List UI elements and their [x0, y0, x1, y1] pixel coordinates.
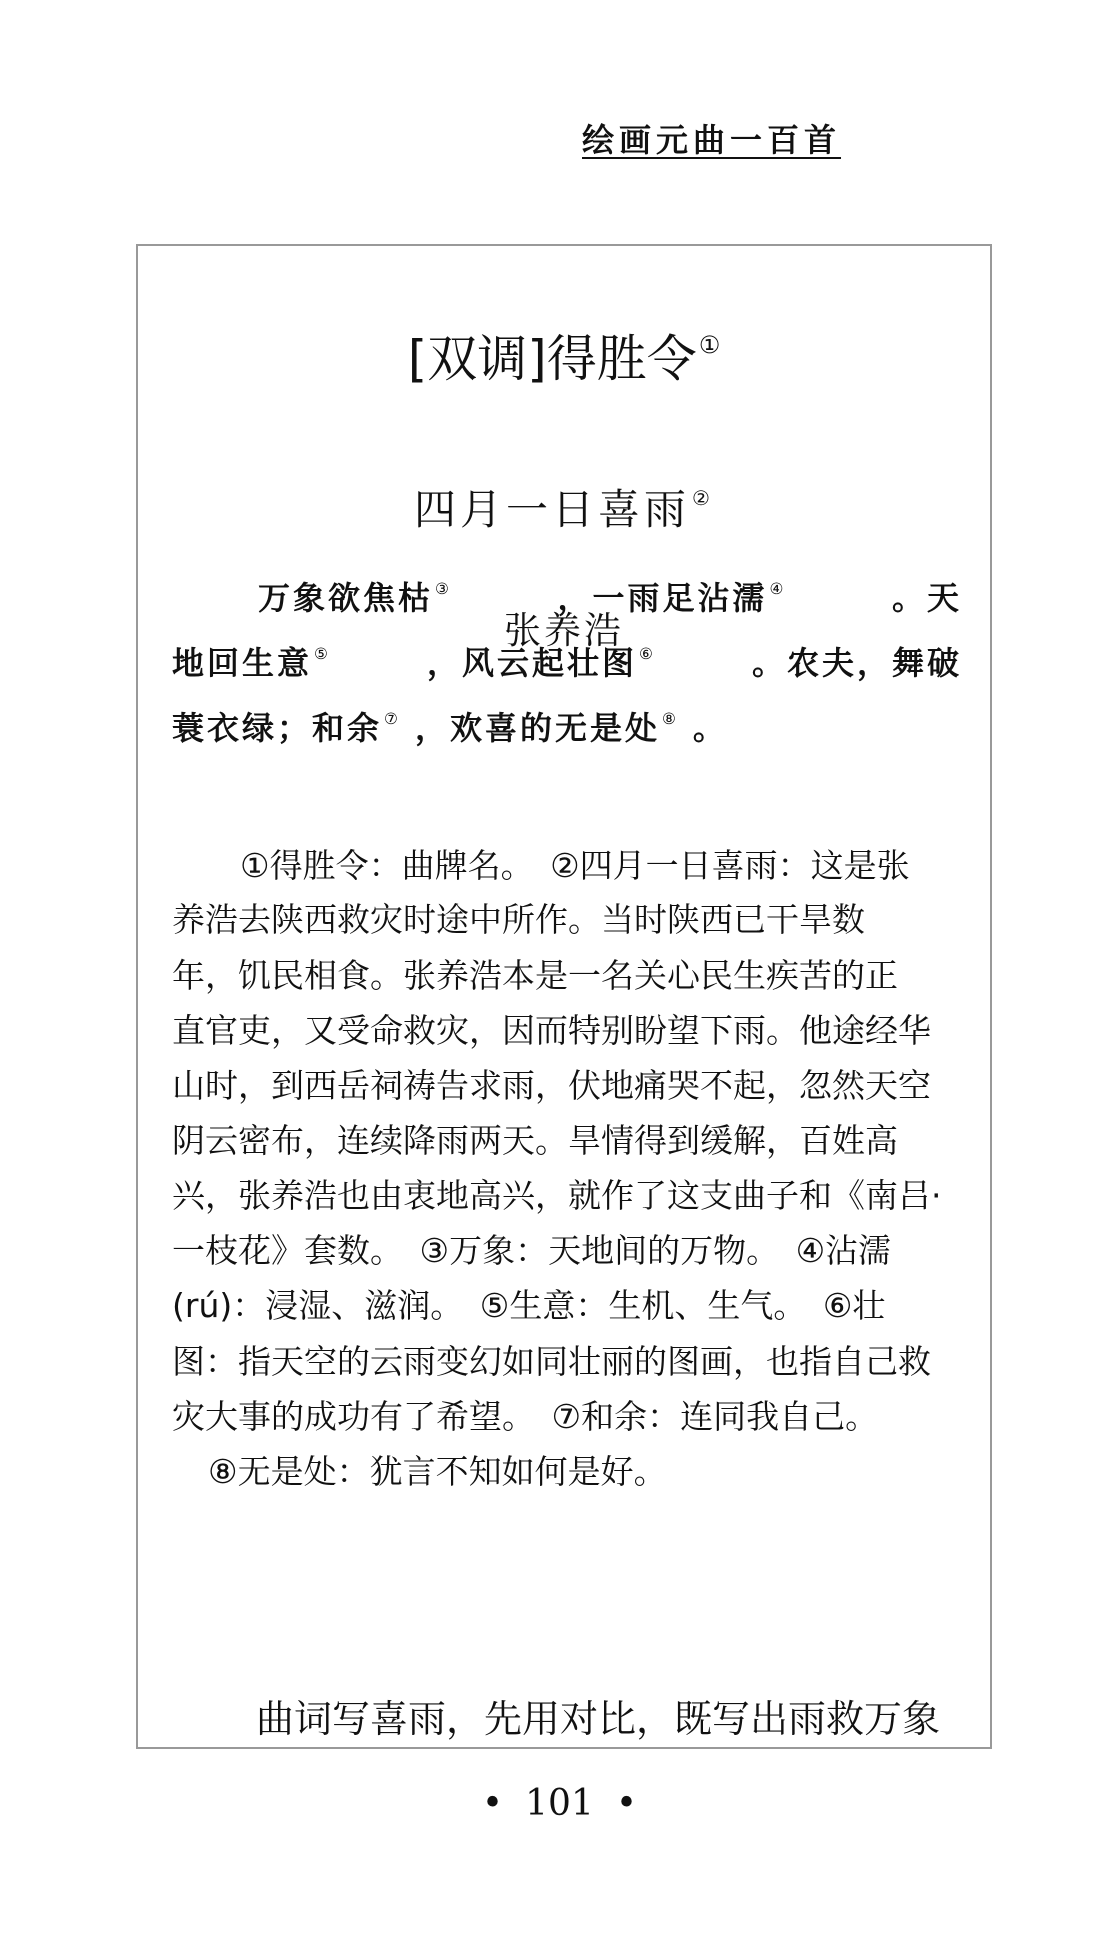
note-line: 养浩去陕西救灾时途中所作。当时陕西已干旱数 — [172, 900, 865, 939]
note-line: 山时，到西岳祠祷告求雨，伏地痛哭不起，忽然天空 — [172, 1066, 931, 1105]
footnote-marker: ⑤ — [314, 645, 331, 664]
note-line: (rú)：浸湿、滋润。 ⑤生意：生机、生气。 ⑥壮 — [172, 1286, 886, 1325]
verse-segment: 蓑衣绿；和余 ⑦ — [172, 709, 401, 747]
page-number-dot: • — [615, 1783, 638, 1824]
verse-segment: 万象欲焦枯 ③ — [258, 579, 452, 617]
footnote-marker: ⑧ — [661, 710, 679, 729]
footnote-marker: ① — [698, 331, 721, 360]
note-line: 图：指天空的云雨变幻如同壮丽的图画，也指自己救 — [172, 1342, 931, 1381]
note-line: 阴云密布，连续降雨两天。旱情得到缓解，百姓高 — [172, 1121, 898, 1160]
poem-subtitle-text: 四月一日喜雨 — [413, 485, 690, 534]
verse-segment: 。农夫，舞破 — [751, 644, 962, 682]
poem-title-text: [双调]得胜令 — [407, 330, 697, 388]
note-line: 直官吏，又受命救灾，因而特别盼望下雨。他途经华 — [172, 1011, 931, 1050]
note-line: 一枝花》套数。 ③万象：天地间的万物。 ④沾濡 — [172, 1231, 892, 1270]
note-line: 年，饥民相食。张养浩本是一名关心民生疾苦的正 — [172, 956, 898, 995]
verse-line — [258, 576, 962, 620]
page-number-dot: • — [481, 1783, 504, 1824]
running-header: 绘画元曲一百首 — [582, 121, 842, 159]
verse-line — [172, 641, 962, 685]
note-line: 灾大事的成功有了希望。 ⑦和余：连同我自己。 — [172, 1397, 879, 1436]
page-number-value: 101 — [525, 1783, 594, 1824]
verse-line-inner — [258, 576, 962, 620]
note-line: ⑧无是处：犹言不知如何是好。 — [208, 1452, 667, 1491]
footnote-marker: ③ — [435, 580, 452, 599]
verse-segment: 。天 — [891, 579, 962, 617]
footnote-marker: ⑥ — [639, 645, 656, 664]
author-name: 张养浩 — [504, 609, 624, 652]
note-line: 兴，张养浩也由衷地高兴，就作了这支曲子和《南吕· — [172, 1176, 942, 1215]
footnote-marker: ② — [691, 485, 715, 510]
analysis-text: 曲词写喜雨，先用对比，既写出雨救万象 — [256, 1697, 941, 1741]
footnote-marker: ⑦ — [384, 710, 401, 729]
verse-segment: 地回生意 ⑤ — [172, 644, 331, 682]
verse-segment: ，欢喜的无是处 ⑧ — [414, 709, 679, 747]
verse-line — [172, 706, 962, 750]
verse-segment: ，风云起壮图 ⑥ — [426, 644, 656, 682]
footnote-marker: ④ — [769, 580, 787, 599]
poem-title — [138, 326, 990, 392]
note-line: ①得胜令：曲牌名。 ②四月一日喜雨：这是张 — [240, 846, 910, 885]
verse-segment: 。 — [692, 709, 728, 747]
content-frame — [136, 244, 992, 1749]
poem-subtitle — [138, 482, 990, 538]
verse-line-inner — [172, 641, 962, 685]
verse-segment: ，一雨足沾濡 ④ — [557, 579, 787, 617]
page-number — [0, 1780, 1119, 1828]
